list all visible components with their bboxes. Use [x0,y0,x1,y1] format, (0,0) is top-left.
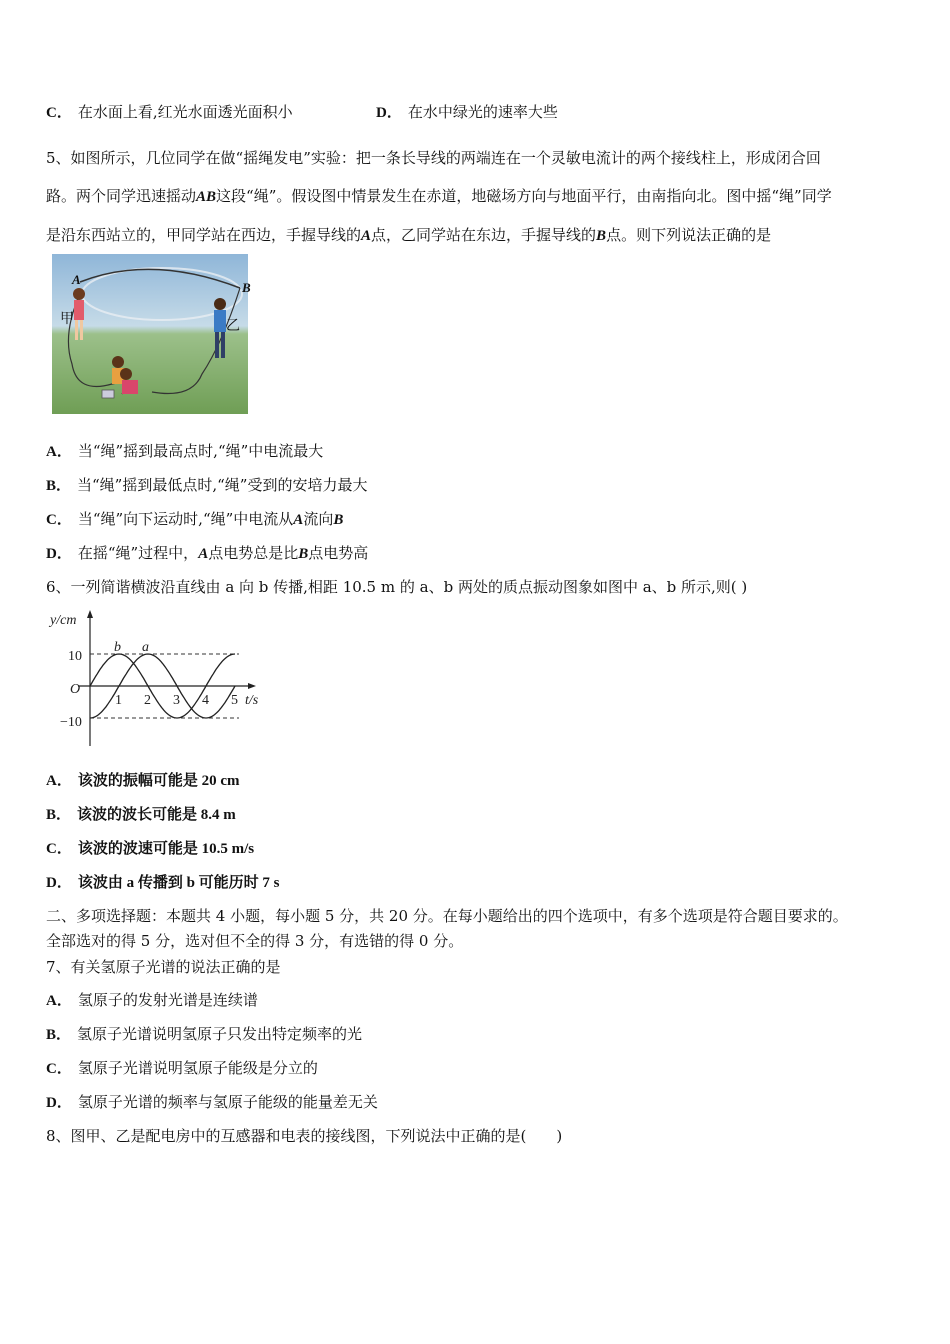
option-letter: C． [46,841,72,857]
y-axis-label: y/cm [50,613,77,628]
q6-option-b [46,804,236,825]
option-letter: A． [46,444,72,460]
q5-var-a: A [361,228,372,244]
y-tick-top: 10 [68,649,82,664]
option-text-tail: 点电势高 [308,544,369,562]
option-letter-c: C． [46,105,72,121]
q7-option-b [46,1024,362,1045]
option-text: 当“绳”摇到最低点时,“绳”受到的安培力最大 [77,476,368,494]
option-letter: A． [46,773,72,789]
option-text-mid: 流向 [303,510,334,528]
option-var: A [293,512,304,528]
option-letter: B． [46,807,72,823]
figure-label-yi: 乙 [226,318,240,334]
curve-label-a: a [142,640,149,655]
q7-option-d [46,1092,378,1113]
q5-stem-line-1: 5、如图所示，几位同学在做“摇绳发电”实验：把一条长导线的两端连在一个灵敏电流计的两个接线柱上，形成闭合回 [46,149,821,167]
option-letter: A． [46,993,72,1009]
x-tick-label: 5 [231,693,238,708]
q5-stem-line-2 [46,177,906,216]
q5-text-5: 点。则下列说法正确的是 [606,226,772,244]
q6-option-c [46,838,254,859]
figure-label-a: A [72,272,81,287]
origin-label: O [70,682,81,697]
figure-label-jia: 甲 [60,311,74,327]
galvanometer [102,390,114,398]
q5-text-2: 这段“绳”。假设图中情景发生在赤道，地磁场方向与地面平行，由南指向北。图中摇“绳”同学 [216,187,832,205]
option-letter: D． [46,546,72,562]
question-7-stem: 7、有关氢原子光谱的说法正确的是 [46,958,281,976]
option-letter-d: D． [376,105,402,121]
option-text-c: 在水面上看,红光水面透光面积小 [77,103,293,121]
q7-option-c [46,1058,318,1079]
vibration-graph [44,606,274,752]
q5-text: 路。两个同学迅速摇动 [46,187,197,205]
option-text: 该波的振幅可能是 20 cm [77,773,240,789]
x-tick-label: 1 [115,693,122,708]
option-text: 氢原子光谱说明氢原子只发出特定频率的光 [77,1025,363,1043]
option-text: 该波由 a 传播到 b 可能历时 7 s [77,875,280,891]
option-var: A [198,546,209,562]
x-axis-label: t/s [245,693,259,708]
option-text: 氢原子光谱说明氢原子能级是分立的 [77,1059,318,1077]
q5-text-4: 点，乙同学站在东边，手握导线的 [371,226,597,244]
q5-option-b [46,475,367,496]
q5-text-3: 是沿东西站立的，甲同学站在西边，手握导线的 [46,226,362,244]
option-text: 当“绳”摇到最高点时,“绳”中电流最大 [77,442,324,460]
q6-option-a [46,770,240,791]
option-text-d: 在水中绿光的速率大些 [407,103,558,121]
y-tick-bottom: −10 [60,715,82,730]
question-5-stem [46,139,906,255]
q5-option-a [46,441,323,462]
q5-var-ab: AB [196,189,217,205]
question-6-stem: 6、一列简谐横波沿直线由 a 向 b 传播,相距 10.5 m 的 a、b 两处的质点振动图象如图中 a、b 所示,则( ) [46,578,748,596]
x-tick-label: 4 [202,693,209,708]
question-8-stem: 8、图甲、乙是配电房中的互感器和电表的接线图，下列说法中正确的是( ) [46,1127,563,1145]
option-letter: D． [46,875,72,891]
x-axis-arrow [248,683,256,689]
graph-ticks [115,693,238,708]
option-text: 该波的波长可能是 8.4 m [77,807,236,823]
option-var: B [333,512,344,528]
q5-option-c [46,509,343,530]
x-tick-label: 3 [173,693,180,708]
section-2-line-2: 全部选对的得 5 分，选对但不全的得 3 分，有选错的得 0 分。 [46,932,464,950]
section-2-line-1: 二、多项选择题：本题共 4 小题，每小题 5 分，共 20 分。在每小题给出的四个选项中，有多个选项是符合题目要求的。 [46,907,848,925]
option-d [376,102,558,123]
option-text: 氢原子的发射光谱是连续谱 [77,991,258,1009]
prev-question-options [46,102,558,123]
option-letter: C． [46,512,72,528]
q5-stem-line-3 [46,216,906,255]
graph-axes [78,610,256,746]
option-letter: C． [46,1061,72,1077]
q5-var-b: B [596,228,607,244]
figure-label-b: B [242,280,251,295]
option-var: B [298,546,309,562]
option-text: 当“绳”向下运动时,“绳”中电流从 [77,510,294,528]
q7-option-a [46,990,258,1011]
curve-label-b: b [114,640,121,655]
rope-generator-figure [52,254,251,414]
option-letter: B． [46,478,72,494]
option-text: 在摇“绳”过程中， [77,544,199,562]
option-letter: B． [46,1027,72,1043]
option-text-mid: 点电势总是比 [208,544,299,562]
option-text: 氢原子光谱的频率与氢原子能级的能量差无关 [77,1093,378,1111]
y-axis-arrow [87,610,93,618]
option-letter: D． [46,1095,72,1111]
x-tick-label: 2 [144,693,151,708]
section-2-header [46,904,906,954]
q5-option-d [46,543,368,564]
q6-option-d [46,872,280,893]
option-text: 该波的波速可能是 10.5 m/s [77,841,255,857]
